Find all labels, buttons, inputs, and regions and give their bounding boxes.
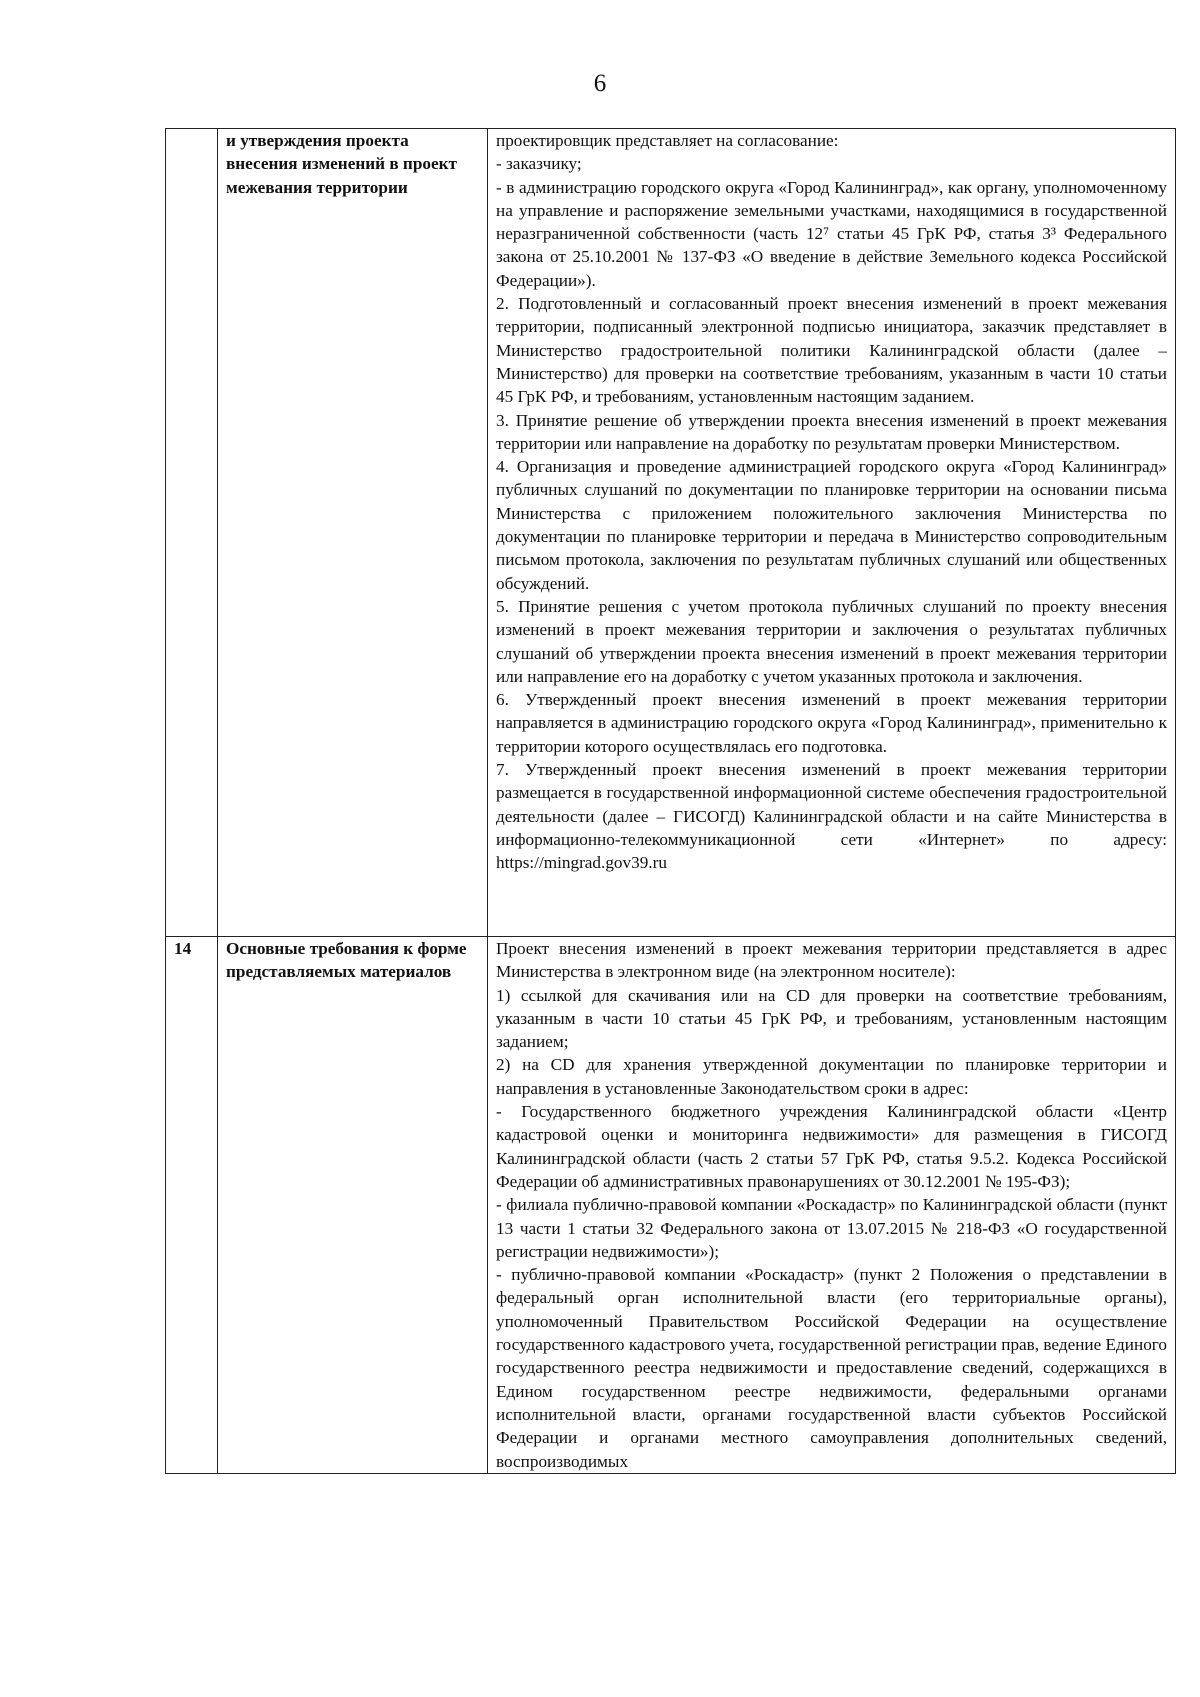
row-number [166, 129, 218, 937]
paragraph: 2. Подготовленный и согласованный проект внесения изменений в проект межевания территории, подписанный электронной подписью инициатора, заказчик представляет в Министерство градостроительной политики Калининградской области (далее – Министерство) для проверки на соответствие требованиям, указанным в части 10 статьи 45 ГрК РФ, и требованиям, установленным настоящим заданием. [496, 294, 1167, 407]
paragraph: 1) ссылкой для скачивания или на CD для проверки на соответствие требованиям, указанным в части 10 статьи 45 ГрК РФ, и требованиям, установленным настоящим заданием; [496, 985, 1167, 1052]
paragraph: Проект внесения изменений в проект межевания территории представляется в адрес Министерства в электронном виде (на электронном носителе): [496, 939, 1167, 982]
paragraph: - публично-правовой компании «Роскадастр» (пункт 2 Положения о представлении в федеральный орган исполнительной власти (его территориальные органы), уполномоченный Правительством Российской Федерации на осуществление государственного кадастрового учета, государственной регистрации прав, ведение Единого государственного реестра недвижимости и предоставление сведений, содержащихся в Едином государственном реестре недвижимости, федеральными органами исполнительной власти, органами государственной власти субъектов Российской Федерации и органами местного самоуправления дополнительных сведений, воспроизводимых [496, 1265, 1167, 1471]
page-number: 6 [593, 70, 607, 97]
requirements-table [165, 128, 1176, 1474]
paragraph: проектировщик представляет на согласование: [496, 131, 839, 150]
paragraph: 2) на CD для хранения утвержденной документации по планировке территории и направления в установленные Законодательством сроки в адрес: [496, 1055, 1167, 1098]
paragraph: - Государственного бюджетного учреждения Калининградской области «Центр кадастровой оценки и мониторинга недвижимости» для размещения в ГИСОГД Калининградской области (часть 2 статьи 57 ГрК РФ, статья 9.5.2. Кодекса Российской Федерации об административных правонарушениях от 30.12.2001 № 195-ФЗ); [496, 1102, 1167, 1191]
paragraph: 4. Организация и проведение администрацией городского округа «Город Калининград» публичных слушаний по документации по планировке территории на основании письма Министерства с приложением положительного заключения Министерства по документации по планировке территории и передача в Министерство сопроводительным письмом протокола, заключения по результатам публичных слушаний или общественных обсуждений. [496, 457, 1167, 593]
paragraph: 5. Принятие решения с учетом протокола публичных слушаний по проекту внесения изменений в проект межевания территории и заключения о результатах публичных слушаний об утверждении проекта внесения изменений в проект межевания территории или направление его на доработку с учетом указанных протокола и заключения. [496, 596, 1167, 686]
row-content [488, 129, 1176, 937]
table-row [166, 937, 1176, 1474]
paragraph: - заказчику; [496, 154, 582, 174]
paragraph: - филиала публично-правовой компании «Роскадастр» по Калининградской области (пункт 13 части 1 статьи 32 Федерального закона от 13.07.2015 № 218-ФЗ «О государственной регистрации недвижимости»); [496, 1195, 1167, 1261]
paragraph: 6. Утвержденный проект внесения изменений в проект межевания территории направляется в администрацию городского округа «Город Калининград», применительно к территории которого осуществлялась его подготовка. [496, 690, 1167, 756]
paragraph: 7. Утвержденный проект внесения изменений в проект межевания территории размещается в государственной информационной системе обеспечения градостроительной деятельности (далее – ГИСОГД) Калининградской области и на сайте Министерства в информационно-телекоммуникационной сети «Интернет» по адресу: https://mingrad.gov39.ru [496, 760, 1167, 873]
row-content [488, 937, 1176, 1474]
row-title: и утверждения проекта внесения изменений в проект межевания территории [218, 129, 488, 937]
paragraph: 3. Принятие решение об утверждении проекта внесения изменений в проект межевания территории или направление на доработку по результатам проверки Министерством. [496, 410, 1167, 453]
row-title: Основные требования к форме представляемых материалов [218, 937, 488, 1474]
table-row [166, 129, 1176, 937]
row-number: 14 [166, 937, 218, 1474]
paragraph: - в администрацию городского округа «Город Калининград», как органу, уполномоченному на управление и распоряжение земельными участками, находящимися в государственной неразграниченной собственности (часть 12⁷ статьи 45 ГрК РФ, статья 3³ Федерального закона от 25.10.2001 № 137-ФЗ «О введение в действие Земельного кодекса Российской Федерации»). [496, 177, 1167, 290]
